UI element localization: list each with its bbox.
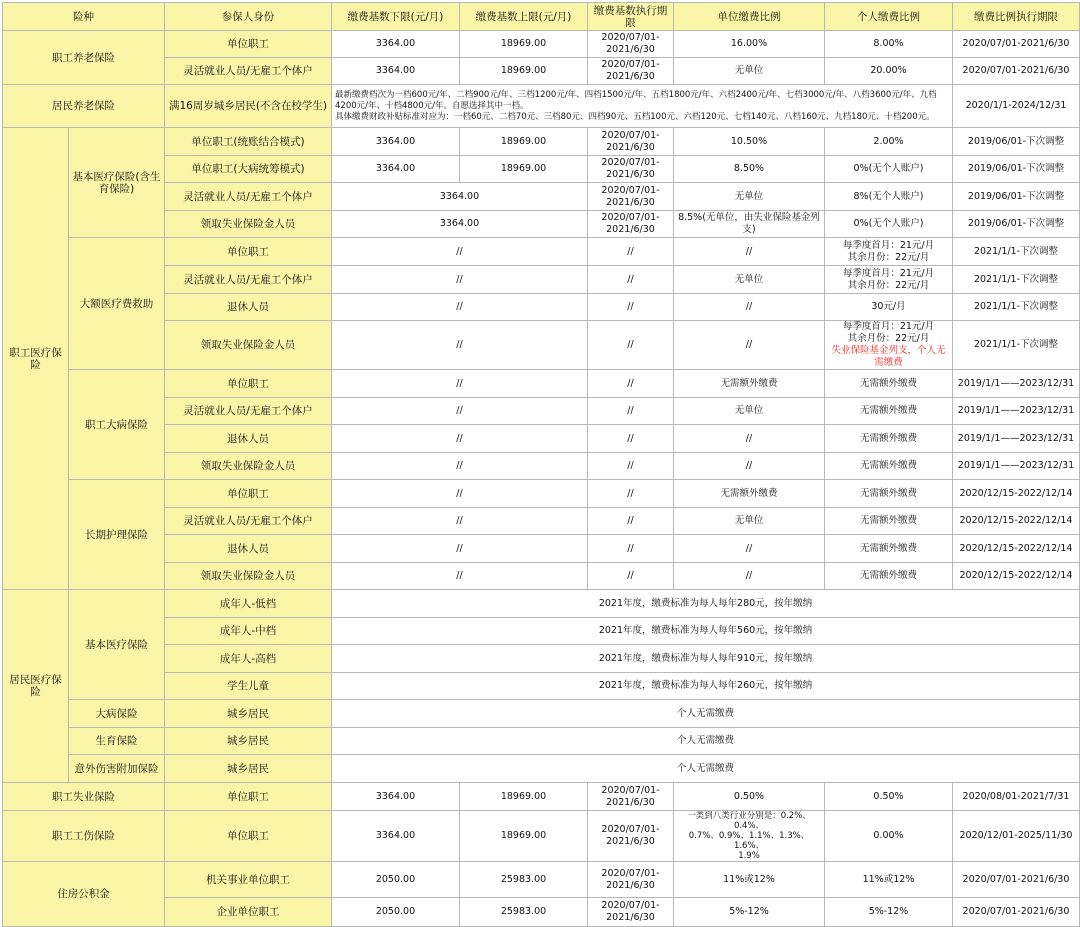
base-period-cell: //	[588, 370, 674, 398]
identity-cell: 单位职工	[165, 238, 332, 266]
subcategory-cell: 长期护理保险	[69, 480, 165, 590]
header-base-lower: 缴费基数下限(元/月)	[332, 3, 460, 31]
personal-rate-cell: 无需额外缴费	[825, 453, 953, 480]
identity-cell: 单位职工(大病统筹模式)	[165, 156, 332, 183]
rate-period-cell: 2020/12/15-2022/12/14	[953, 508, 1080, 535]
identity-cell: 单位职工(统账结合模式)	[165, 128, 332, 156]
identity-cell: 单位职工	[165, 783, 332, 811]
table-row	[3, 85, 1080, 128]
unit-rate-cell: 8.50%	[674, 156, 825, 183]
base-period-cell: 2020/07/01-2021/6/30	[588, 183, 674, 211]
base-upper-cell: 18969.00	[460, 128, 588, 156]
identity-cell: 成年人-低档	[165, 590, 332, 618]
personal-rate-cell: 0%(无个人账户)	[825, 211, 953, 238]
rate-period-cell: 2020/07/01-2021/6/30	[953, 58, 1080, 85]
rate-period-cell: 2020/1/1-2024/12/31	[953, 85, 1080, 128]
identity-cell: 单位职工	[165, 811, 332, 862]
rate-period-cell: 2021/1/1-下次调整	[953, 294, 1080, 321]
identity-cell: 企业单位职工	[165, 898, 332, 927]
base-cell: //	[332, 453, 588, 480]
rate-period-cell: 2019/1/1——2023/12/31	[953, 425, 1080, 453]
unit-rate-cell	[674, 811, 825, 862]
rate-period-cell: 2021/1/1-下次调整	[953, 266, 1080, 294]
identity-cell: 城乡居民	[165, 728, 332, 755]
subcategory-cell: 基本医疗保险(含生育保险)	[69, 128, 165, 238]
identity-cell: 灵活就业人员/无雇工个体户	[165, 398, 332, 425]
identity-cell: 单位职工	[165, 31, 332, 58]
base-period-cell: //	[588, 266, 674, 294]
table-row	[3, 508, 1080, 535]
header-rate-period: 缴费比例执行期限	[953, 3, 1080, 31]
personal-rate-cell: 无需额外缴费	[825, 563, 953, 590]
identity-cell: 灵活就业人员/无雇工个体户	[165, 266, 332, 294]
unit-rate-cell: //	[674, 425, 825, 453]
identity-cell: 退休人员	[165, 425, 332, 453]
base-lower-cell: 2050.00	[332, 862, 460, 898]
table-row	[3, 211, 1080, 238]
base-upper-cell: 18969.00	[460, 58, 588, 85]
personal-rate-cell: 0%(无个人账户)	[825, 156, 953, 183]
identity-cell: 灵活就业人员/无雇工个体户	[165, 508, 332, 535]
base-period-cell: //	[588, 508, 674, 535]
base-period-cell: //	[588, 480, 674, 508]
base-cell: //	[332, 294, 588, 321]
rate-period-cell: 2020/12/01-2025/11/30	[953, 811, 1080, 862]
identity-cell: 学生儿童	[165, 673, 332, 700]
personal-rate-cell	[825, 321, 953, 370]
unit-rate-cell: 无单位	[674, 508, 825, 535]
base-period-cell: 2020/07/01-2021/6/30	[588, 156, 674, 183]
base-lower-cell: 3364.00	[332, 31, 460, 58]
table-row	[3, 673, 1080, 700]
rate-period-cell: 2019/1/1——2023/12/31	[953, 370, 1080, 398]
subcategory-cell: 基本医疗保险	[69, 590, 165, 700]
rate-period-cell: 2020/07/01-2021/6/30	[953, 31, 1080, 58]
unit-rate-cell: 5%-12%	[674, 898, 825, 927]
base-cell: //	[332, 508, 588, 535]
base-cell: //	[332, 480, 588, 508]
unit-rate-cell: 无单位	[674, 266, 825, 294]
category-cell: 职工工伤保险	[3, 811, 165, 862]
identity-cell: 灵活就业人员/无雇工个体户	[165, 58, 332, 85]
category-cell: 职工养老保险	[3, 31, 165, 85]
base-period-cell: 2020/07/01-2021/6/30	[588, 128, 674, 156]
insurance-table	[2, 2, 1080, 927]
base-period-cell: 2020/07/01-2021/6/30	[588, 31, 674, 58]
base-upper-cell: 18969.00	[460, 156, 588, 183]
base-period-cell: //	[588, 238, 674, 266]
unit-rate-cell: 10.50%	[674, 128, 825, 156]
unit-rate-cell: 16.00%	[674, 31, 825, 58]
rate-period-cell: 2020/12/15-2022/12/14	[953, 480, 1080, 508]
fee-cell: 2021年度，缴费标准为每人每年280元，按年缴纳	[332, 590, 1080, 618]
personal-rate-cell: 无需额外缴费	[825, 370, 953, 398]
identity-cell: 领取失业保险金人员	[165, 211, 332, 238]
unit-rate-cell: //	[674, 453, 825, 480]
unit-rate-cell: //	[674, 238, 825, 266]
personal-rate-line: 其余月份：22元/月	[847, 251, 930, 263]
table-row	[3, 755, 1080, 783]
base-cell: //	[332, 425, 588, 453]
unit-rate-cell: 11%或12%	[674, 862, 825, 898]
personal-rate-cell: 8.00%	[825, 31, 953, 58]
table-row	[3, 728, 1080, 755]
fee-cell: 个人无需缴费	[332, 728, 1080, 755]
unit-rate-cell: 无需额外缴费	[674, 480, 825, 508]
unit-rate-line: 一类到八类行业分别是：0.2%、0.4%、	[687, 811, 811, 831]
personal-rate-cell	[825, 238, 953, 266]
fee-cell: 2021年度，缴费标准为每人每年560元，按年缴纳	[332, 618, 1080, 645]
unit-rate-cell: 无需额外缴费	[674, 370, 825, 398]
table-row	[3, 398, 1080, 425]
unit-rate-cell: //	[674, 294, 825, 321]
header-unit-rate: 单位缴费比例	[674, 3, 825, 31]
personal-rate-cell: 2.00%	[825, 128, 953, 156]
base-period-cell: 2020/07/01-2021/6/30	[588, 783, 674, 811]
base-upper-cell: 25983.00	[460, 898, 588, 927]
table-row	[3, 128, 1080, 156]
description-line: 最新缴费档次为一档600元/年、二档900元/年、三档1200元/年、四档1500元/年、五档1800元/年、六档2400元/年、七档3000元/年、八档3600元/年、九档4200元/年、十档4800元/年。自愿选择其中一档。	[335, 89, 937, 111]
rate-period-cell: 2020/08/01-2021/7/31	[953, 783, 1080, 811]
table-row	[3, 183, 1080, 211]
personal-rate-cell: 无需额外缴费	[825, 535, 953, 563]
unit-rate-cell: //	[674, 321, 825, 370]
base-period-cell: 2020/07/01-2021/6/30	[588, 862, 674, 898]
personal-rate-cell: 8%(无个人账户)	[825, 183, 953, 211]
personal-rate-cell: 0.00%	[825, 811, 953, 862]
personal-rate-line: 其余月份：22元/月	[847, 333, 930, 344]
personal-rate-line: 每季度首月：21元/月	[842, 267, 935, 279]
category-cell: 居民养老保险	[3, 85, 165, 128]
base-period-cell: //	[588, 453, 674, 480]
unit-rate-cell: 0.50%	[674, 783, 825, 811]
base-lower-cell: 3364.00	[332, 156, 460, 183]
header-base-period: 缴费基数执行期限	[588, 3, 674, 31]
subcategory-cell: 职工大病保险	[69, 370, 165, 480]
table-row	[3, 618, 1080, 645]
header-insurance-type: 险种	[3, 3, 165, 31]
table-row	[3, 453, 1080, 480]
table-row	[3, 783, 1080, 811]
base-upper-cell: 18969.00	[460, 783, 588, 811]
base-upper-cell: 18969.00	[460, 31, 588, 58]
base-period-cell: //	[588, 321, 674, 370]
identity-cell: 成年人-高档	[165, 645, 332, 673]
category-cell: 职工医疗保险	[3, 128, 69, 590]
base-lower-cell: 3364.00	[332, 58, 460, 85]
identity-cell: 灵活就业人员/无雇工个体户	[165, 183, 332, 211]
rate-period-cell: 2019/1/1——2023/12/31	[953, 453, 1080, 480]
rate-period-cell: 2020/07/01-2021/6/30	[953, 898, 1080, 927]
personal-rate-cell: 无需额外缴费	[825, 480, 953, 508]
fee-cell: 2021年度，缴费标准为每人每年910元，按年缴纳	[332, 645, 1080, 673]
subcategory-cell: 意外伤害附加保险	[69, 755, 165, 783]
unit-rate-cell: 无单位	[674, 183, 825, 211]
base-lower-cell: 3364.00	[332, 811, 460, 862]
category-cell: 居民医疗保险	[3, 590, 69, 783]
rate-period-cell: 2021/1/1-下次调整	[953, 321, 1080, 370]
rate-period-cell: 2019/1/1——2023/12/31	[953, 398, 1080, 425]
base-period-cell: 2020/07/01-2021/6/30	[588, 811, 674, 862]
unit-rate-cell: //	[674, 535, 825, 563]
table-row	[3, 321, 1080, 370]
table-row	[3, 645, 1080, 673]
rate-period-cell: 2019/06/01-下次调整	[953, 156, 1080, 183]
base-period-cell: //	[588, 294, 674, 321]
base-cell: //	[332, 535, 588, 563]
table-row	[3, 266, 1080, 294]
table-row	[3, 31, 1080, 58]
table-row	[3, 294, 1080, 321]
personal-rate-line: 其余月份：22元/月	[847, 279, 930, 291]
subcategory-cell: 生育保险	[69, 728, 165, 755]
base-period-cell: //	[588, 535, 674, 563]
base-cell: //	[332, 563, 588, 590]
identity-cell: 退休人员	[165, 535, 332, 563]
identity-cell: 领取失业保险金人员	[165, 563, 332, 590]
table-row	[3, 535, 1080, 563]
base-cell: //	[332, 398, 588, 425]
base-lower-cell: 2050.00	[332, 898, 460, 927]
identity-cell: 单位职工	[165, 370, 332, 398]
personal-rate-cell	[825, 266, 953, 294]
base-lower-cell: 3364.00	[332, 128, 460, 156]
table-row	[3, 425, 1080, 453]
personal-rate-cell: 无需额外缴费	[825, 398, 953, 425]
table-row	[3, 156, 1080, 183]
base-period-cell: //	[588, 425, 674, 453]
fee-cell: 2021年度，缴费标准为每人每年260元，按年缴纳	[332, 673, 1080, 700]
base-cell: 3364.00	[332, 183, 588, 211]
table-row	[3, 58, 1080, 85]
personal-rate-cell: 0.50%	[825, 783, 953, 811]
unit-rate-cell: 无单位	[674, 58, 825, 85]
base-cell: //	[332, 266, 588, 294]
identity-cell: 领取失业保险金人员	[165, 321, 332, 370]
subcategory-cell: 大额医疗费救助	[69, 238, 165, 370]
table-row	[3, 862, 1080, 898]
identity-cell: 领取失业保险金人员	[165, 453, 332, 480]
personal-rate-cell: 11%或12%	[825, 862, 953, 898]
header-base-upper: 缴费基数上限(元/月)	[460, 3, 588, 31]
unit-rate-cell: 8.5%(无单位，由失业保险基金列支)	[674, 211, 825, 238]
identity-cell: 机关事业单位职工	[165, 862, 332, 898]
identity-cell: 满16周岁城乡居民(不含在校学生)	[165, 85, 332, 128]
rate-period-cell: 2020/12/15-2022/12/14	[953, 535, 1080, 563]
personal-rate-note: 失业保险基金列支，个人无需缴费	[831, 345, 946, 368]
category-cell: 职工失业保险	[3, 783, 165, 811]
subcategory-cell: 大病保险	[69, 700, 165, 728]
rate-period-cell: 2020/07/01-2021/6/30	[953, 862, 1080, 898]
rate-period-cell: 2019/06/01-下次调整	[953, 183, 1080, 211]
table-row	[3, 811, 1080, 862]
base-period-cell: //	[588, 398, 674, 425]
table-row	[3, 370, 1080, 398]
personal-rate-line: 每季度首月：21元/月	[842, 239, 935, 251]
fee-cell: 个人无需缴费	[332, 755, 1080, 783]
base-cell: //	[332, 238, 588, 266]
personal-rate-cell: 20.00%	[825, 58, 953, 85]
header-row	[3, 3, 1080, 31]
personal-rate-cell: 无需额外缴费	[825, 508, 953, 535]
category-cell: 住房公积金	[3, 862, 165, 927]
base-lower-cell: 3364.00	[332, 783, 460, 811]
personal-rate-cell: 30元/月	[825, 294, 953, 321]
identity-cell: 退休人员	[165, 294, 332, 321]
rate-period-cell: 2021/1/1-下次调整	[953, 238, 1080, 266]
personal-rate-cell: 5%-12%	[825, 898, 953, 927]
rate-period-cell: 2019/06/01-下次调整	[953, 211, 1080, 238]
table-row	[3, 238, 1080, 266]
identity-cell: 城乡居民	[165, 700, 332, 728]
unit-rate-line: 1.9%	[738, 851, 760, 861]
base-upper-cell: 18969.00	[460, 811, 588, 862]
personal-rate-cell: 无需额外缴费	[825, 425, 953, 453]
base-cell: 3364.00	[332, 211, 588, 238]
header-personal-rate: 个人缴费比例	[825, 3, 953, 31]
unit-rate-line: 0.7%、0.9%、1.1%、1.3%、1.6%、	[688, 831, 810, 851]
base-cell: //	[332, 370, 588, 398]
base-period-cell: 2020/07/01-2021/6/30	[588, 58, 674, 85]
table-row	[3, 898, 1080, 927]
identity-cell: 单位职工	[165, 480, 332, 508]
identity-cell: 成年人-中档	[165, 618, 332, 645]
header-insured-identity: 参保人身份	[165, 3, 332, 31]
base-period-cell: 2020/07/01-2021/6/30	[588, 211, 674, 238]
identity-cell: 城乡居民	[165, 755, 332, 783]
description-line: 具体缴费财政补贴标准对应为：一档60元、二档70元、三档80元、四档90元、五档100元、六档120元、七档140元、八档160元、九档180元、十档200元。	[335, 111, 935, 122]
personal-rate-line: 每季度首月：21元/月	[842, 321, 935, 332]
base-period-cell: //	[588, 563, 674, 590]
fee-cell: 个人无需缴费	[332, 700, 1080, 728]
table-row	[3, 563, 1080, 590]
rate-period-cell: 2019/06/01-下次调整	[953, 128, 1080, 156]
table-row	[3, 590, 1080, 618]
base-upper-cell: 25983.00	[460, 862, 588, 898]
table-row	[3, 480, 1080, 508]
rate-period-cell: 2020/12/15-2022/12/14	[953, 563, 1080, 590]
unit-rate-cell: //	[674, 563, 825, 590]
base-period-cell: 2020/07/01-2021/6/30	[588, 898, 674, 927]
unit-rate-cell: 无单位	[674, 398, 825, 425]
table-row	[3, 700, 1080, 728]
base-cell: //	[332, 321, 588, 370]
description-cell	[332, 85, 953, 128]
